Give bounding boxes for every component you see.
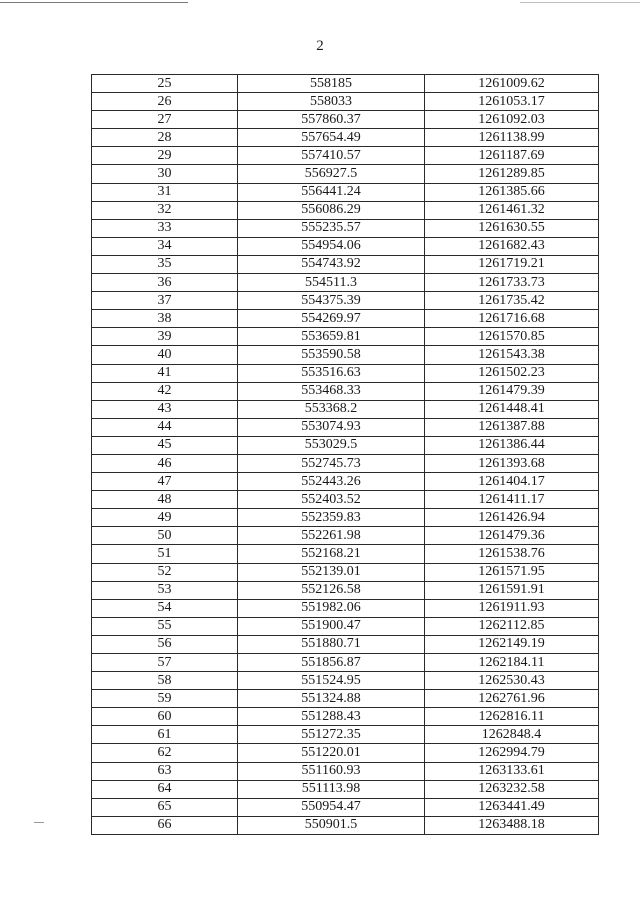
x-coordinate-cell: 556441.24 — [238, 183, 425, 201]
y-coordinate-cell: 1262530.43 — [425, 672, 599, 690]
table-row — [92, 726, 599, 744]
point-number-cell: 42 — [92, 382, 238, 400]
x-coordinate-cell: 551160.93 — [238, 762, 425, 780]
point-number-cell: 50 — [92, 527, 238, 545]
x-coordinate-cell: 550901.5 — [238, 816, 425, 834]
point-number-cell: 65 — [92, 798, 238, 816]
point-number-cell: 58 — [92, 672, 238, 690]
y-coordinate-cell: 1261571.95 — [425, 563, 599, 581]
y-coordinate-cell: 1261682.43 — [425, 237, 599, 255]
y-coordinate-cell: 1261461.32 — [425, 201, 599, 219]
y-coordinate-cell: 1261591.91 — [425, 581, 599, 599]
table-row — [92, 563, 599, 581]
x-coordinate-cell: 553368.2 — [238, 400, 425, 418]
table-row — [92, 581, 599, 599]
point-number-cell: 59 — [92, 690, 238, 708]
table-row — [92, 473, 599, 491]
point-number-cell: 56 — [92, 635, 238, 653]
y-coordinate-cell: 1263441.49 — [425, 798, 599, 816]
y-coordinate-cell: 1262994.79 — [425, 744, 599, 762]
point-number-cell: 55 — [92, 617, 238, 635]
x-coordinate-cell: 555235.57 — [238, 219, 425, 237]
table-row — [92, 183, 599, 201]
x-coordinate-cell: 551272.35 — [238, 726, 425, 744]
y-coordinate-cell: 1262112.85 — [425, 617, 599, 635]
table-row — [92, 310, 599, 328]
point-number-cell: 27 — [92, 111, 238, 129]
y-coordinate-cell: 1263232.58 — [425, 780, 599, 798]
x-coordinate-cell: 552261.98 — [238, 527, 425, 545]
x-coordinate-cell: 551982.06 — [238, 599, 425, 617]
x-coordinate-cell: 553590.58 — [238, 346, 425, 364]
y-coordinate-cell: 1261387.88 — [425, 418, 599, 436]
y-coordinate-cell: 1261502.23 — [425, 364, 599, 382]
x-coordinate-cell: 556086.29 — [238, 201, 425, 219]
page-number: 2 — [316, 38, 324, 54]
table-row — [92, 690, 599, 708]
x-coordinate-cell: 554511.3 — [238, 274, 425, 292]
point-number-cell: 66 — [92, 816, 238, 834]
x-coordinate-cell: 553659.81 — [238, 328, 425, 346]
y-coordinate-cell: 1261426.94 — [425, 509, 599, 527]
point-number-cell: 31 — [92, 183, 238, 201]
y-coordinate-cell: 1263133.61 — [425, 762, 599, 780]
table-row — [92, 672, 599, 690]
margin-mark — [34, 822, 44, 823]
x-coordinate-cell: 558185 — [238, 75, 425, 93]
point-number-cell: 46 — [92, 454, 238, 472]
y-coordinate-cell: 1261289.85 — [425, 165, 599, 183]
y-coordinate-cell: 1261393.68 — [425, 454, 599, 472]
y-coordinate-cell: 1261386.44 — [425, 436, 599, 454]
table-row — [92, 545, 599, 563]
x-coordinate-cell: 551324.88 — [238, 690, 425, 708]
point-number-cell: 33 — [92, 219, 238, 237]
y-coordinate-cell: 1261716.68 — [425, 310, 599, 328]
table-row — [92, 780, 599, 798]
table-row — [92, 165, 599, 183]
point-number-cell: 26 — [92, 93, 238, 111]
table-row — [92, 364, 599, 382]
table-row — [92, 346, 599, 364]
point-number-cell: 63 — [92, 762, 238, 780]
point-number-cell: 64 — [92, 780, 238, 798]
x-coordinate-cell: 554743.92 — [238, 255, 425, 273]
y-coordinate-cell: 1262848.4 — [425, 726, 599, 744]
y-coordinate-cell: 1261092.03 — [425, 111, 599, 129]
y-coordinate-cell: 1261187.69 — [425, 147, 599, 165]
table-row — [92, 147, 599, 165]
point-number-cell: 40 — [92, 346, 238, 364]
y-coordinate-cell: 1261733.73 — [425, 274, 599, 292]
table-row — [92, 654, 599, 672]
table-row — [92, 708, 599, 726]
x-coordinate-cell: 552168.21 — [238, 545, 425, 563]
x-coordinate-cell: 557860.37 — [238, 111, 425, 129]
point-number-cell: 49 — [92, 509, 238, 527]
x-coordinate-cell: 553516.63 — [238, 364, 425, 382]
y-coordinate-cell: 1261735.42 — [425, 292, 599, 310]
point-number-cell: 45 — [92, 436, 238, 454]
point-number-cell: 30 — [92, 165, 238, 183]
table-row — [92, 255, 599, 273]
y-coordinate-cell: 1261448.41 — [425, 400, 599, 418]
table-row — [92, 599, 599, 617]
table-row — [92, 93, 599, 111]
x-coordinate-cell: 552745.73 — [238, 454, 425, 472]
point-number-cell: 44 — [92, 418, 238, 436]
x-coordinate-cell: 556927.5 — [238, 165, 425, 183]
x-coordinate-cell: 554954.06 — [238, 237, 425, 255]
table-row — [92, 454, 599, 472]
table-row — [92, 509, 599, 527]
table-row — [92, 328, 599, 346]
y-coordinate-cell: 1263488.18 — [425, 816, 599, 834]
x-coordinate-cell: 551900.47 — [238, 617, 425, 635]
y-coordinate-cell: 1262149.19 — [425, 635, 599, 653]
x-coordinate-cell: 551524.95 — [238, 672, 425, 690]
x-coordinate-cell: 554269.97 — [238, 310, 425, 328]
x-coordinate-cell: 557410.57 — [238, 147, 425, 165]
point-number-cell: 48 — [92, 491, 238, 509]
point-number-cell: 35 — [92, 255, 238, 273]
y-coordinate-cell: 1262761.96 — [425, 690, 599, 708]
y-coordinate-cell: 1261570.85 — [425, 328, 599, 346]
point-number-cell: 51 — [92, 545, 238, 563]
point-number-cell: 57 — [92, 654, 238, 672]
y-coordinate-cell: 1261479.39 — [425, 382, 599, 400]
x-coordinate-cell: 551288.43 — [238, 708, 425, 726]
point-number-cell: 43 — [92, 400, 238, 418]
point-number-cell: 39 — [92, 328, 238, 346]
coordinates-table — [91, 74, 599, 835]
table-row — [92, 418, 599, 436]
table-row — [92, 129, 599, 147]
table-row — [92, 617, 599, 635]
y-coordinate-cell: 1261719.21 — [425, 255, 599, 273]
y-coordinate-cell: 1261630.55 — [425, 219, 599, 237]
y-coordinate-cell: 1261911.93 — [425, 599, 599, 617]
point-number-cell: 36 — [92, 274, 238, 292]
point-number-cell: 25 — [92, 75, 238, 93]
table-row — [92, 382, 599, 400]
table-row — [92, 527, 599, 545]
point-number-cell: 41 — [92, 364, 238, 382]
y-coordinate-cell: 1261543.38 — [425, 346, 599, 364]
point-number-cell: 29 — [92, 147, 238, 165]
table-row — [92, 75, 599, 93]
point-number-cell: 37 — [92, 292, 238, 310]
scan-edge-line — [520, 2, 640, 3]
point-number-cell: 60 — [92, 708, 238, 726]
y-coordinate-cell: 1261479.36 — [425, 527, 599, 545]
x-coordinate-cell: 557654.49 — [238, 129, 425, 147]
table-row — [92, 111, 599, 129]
x-coordinate-cell: 552126.58 — [238, 581, 425, 599]
point-number-cell: 53 — [92, 581, 238, 599]
table-row — [92, 491, 599, 509]
table-row — [92, 219, 599, 237]
coordinates-table-body — [92, 75, 599, 835]
point-number-cell: 47 — [92, 473, 238, 491]
x-coordinate-cell: 552139.01 — [238, 563, 425, 581]
point-number-cell: 54 — [92, 599, 238, 617]
point-number-cell: 28 — [92, 129, 238, 147]
table-row — [92, 237, 599, 255]
x-coordinate-cell: 552443.26 — [238, 473, 425, 491]
point-number-cell: 62 — [92, 744, 238, 762]
point-number-cell: 34 — [92, 237, 238, 255]
scan-edge-line — [0, 2, 188, 3]
table-row — [92, 400, 599, 418]
x-coordinate-cell: 551880.71 — [238, 635, 425, 653]
point-number-cell: 38 — [92, 310, 238, 328]
table-row — [92, 798, 599, 816]
x-coordinate-cell: 551220.01 — [238, 744, 425, 762]
y-coordinate-cell: 1262184.11 — [425, 654, 599, 672]
x-coordinate-cell: 551113.98 — [238, 780, 425, 798]
x-coordinate-cell: 553029.5 — [238, 436, 425, 454]
y-coordinate-cell: 1262816.11 — [425, 708, 599, 726]
table-row — [92, 436, 599, 454]
x-coordinate-cell: 552403.52 — [238, 491, 425, 509]
y-coordinate-cell: 1261411.17 — [425, 491, 599, 509]
x-coordinate-cell: 558033 — [238, 93, 425, 111]
point-number-cell: 32 — [92, 201, 238, 219]
table-row — [92, 744, 599, 762]
y-coordinate-cell: 1261138.99 — [425, 129, 599, 147]
table-row — [92, 292, 599, 310]
y-coordinate-cell: 1261385.66 — [425, 183, 599, 201]
point-number-cell: 52 — [92, 563, 238, 581]
table-row — [92, 635, 599, 653]
y-coordinate-cell: 1261009.62 — [425, 75, 599, 93]
y-coordinate-cell: 1261404.17 — [425, 473, 599, 491]
point-number-cell: 61 — [92, 726, 238, 744]
x-coordinate-cell: 551856.87 — [238, 654, 425, 672]
table-row — [92, 816, 599, 834]
table-row — [92, 274, 599, 292]
x-coordinate-cell: 552359.83 — [238, 509, 425, 527]
table-row — [92, 201, 599, 219]
x-coordinate-cell: 554375.39 — [238, 292, 425, 310]
x-coordinate-cell: 553468.33 — [238, 382, 425, 400]
x-coordinate-cell: 550954.47 — [238, 798, 425, 816]
table-row — [92, 762, 599, 780]
y-coordinate-cell: 1261538.76 — [425, 545, 599, 563]
x-coordinate-cell: 553074.93 — [238, 418, 425, 436]
y-coordinate-cell: 1261053.17 — [425, 93, 599, 111]
